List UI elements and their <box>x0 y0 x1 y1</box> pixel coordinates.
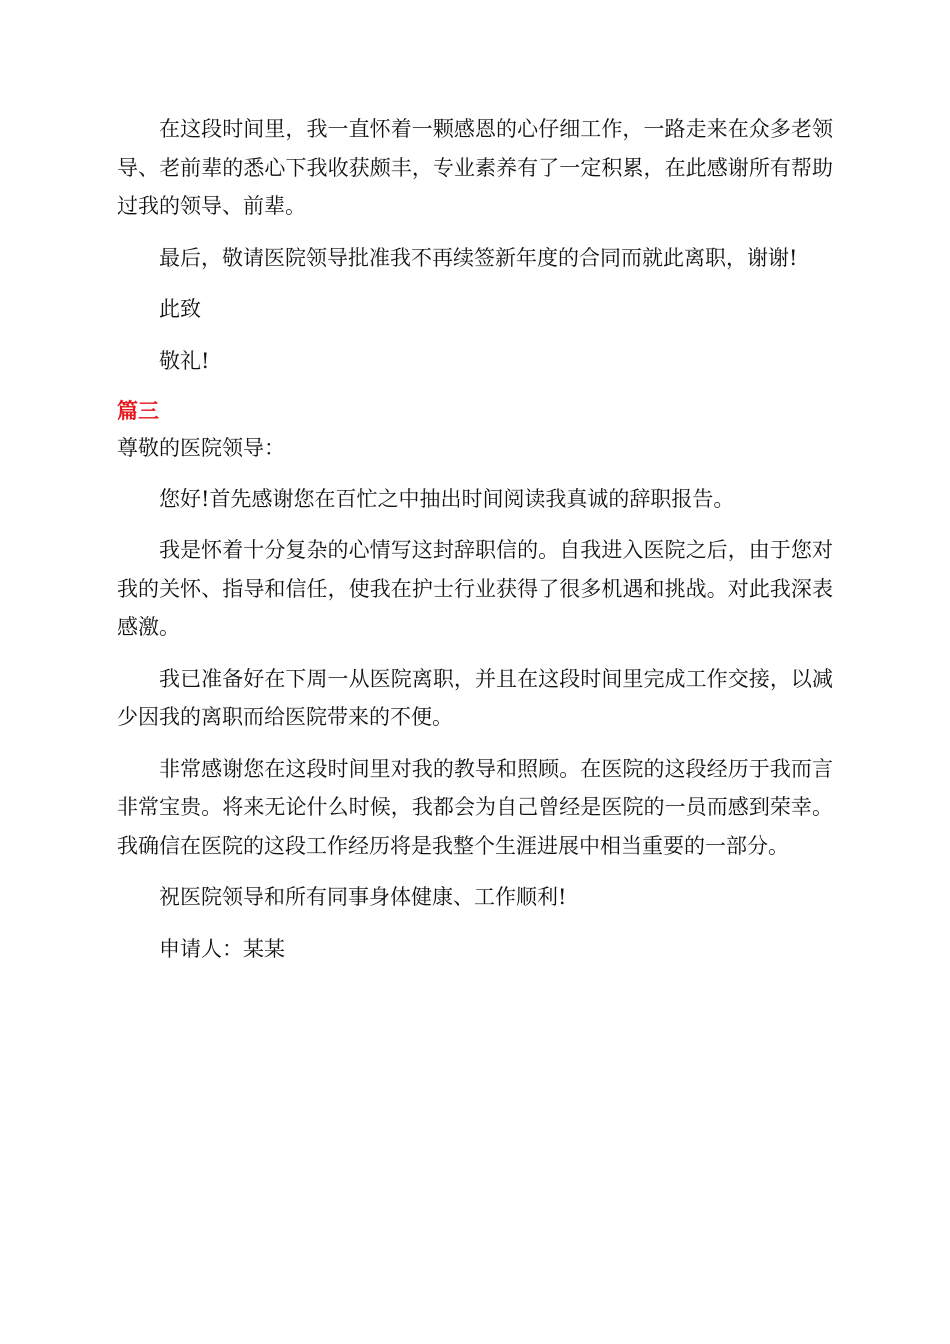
paragraph-leave-plan: 我已准备好在下周一从医院离职，并且在这段时间里完成工作交接，以减少因我的离职而给医院带来的不便。 <box>117 666 833 729</box>
paragraph-wishes: 祝医院领导和所有同事身体健康、工作顺利! <box>159 885 567 909</box>
paragraph-request: 最后，敬请医院领导批准我不再续签新年度的合同而就此离职，谢谢! <box>159 245 798 270</box>
closing-cizhi: 此致 <box>159 297 201 321</box>
paragraph-gratitude: 在这段时间里，我一直怀着一颗感恩的心仔细工作，一路走来在众多老领导、老前辈的悉心下我收获颇丰，专业素养有了一定积累，在此感谢所有帮助过我的领导、前辈。 <box>117 117 833 218</box>
letter-body <box>117 110 833 981</box>
closing-jingli: 敬礼! <box>159 348 210 373</box>
paragraph-feelings: 我是怀着十分复杂的心情写这封辞职信的。自我进入医院之后，由于您对我的关怀、指导和信任，使我在护士行业获得了很多机遇和挑战。对此我深表感激。 <box>117 538 833 639</box>
salutation: 尊敬的医院领导： <box>117 436 285 460</box>
paragraph-thanks: 非常感谢您在这段时间里对我的教导和照顾。在医院的这段经历于我而言非常宝贵。将来无论什么时候，我都会为自己曾经是医院的一员而感到荣幸。我确信在医院的这段工作经历将是我整个生涯进展中相当重要的一部分。 <box>117 756 833 858</box>
paragraph-greeting: 您好!首先感谢您在百忙之中抽出时间阅读我真诚的辞职报告。 <box>159 486 735 511</box>
signature-line: 申请人：某某 <box>159 936 285 961</box>
section-heading-part-three: 篇三 <box>117 399 159 423</box>
